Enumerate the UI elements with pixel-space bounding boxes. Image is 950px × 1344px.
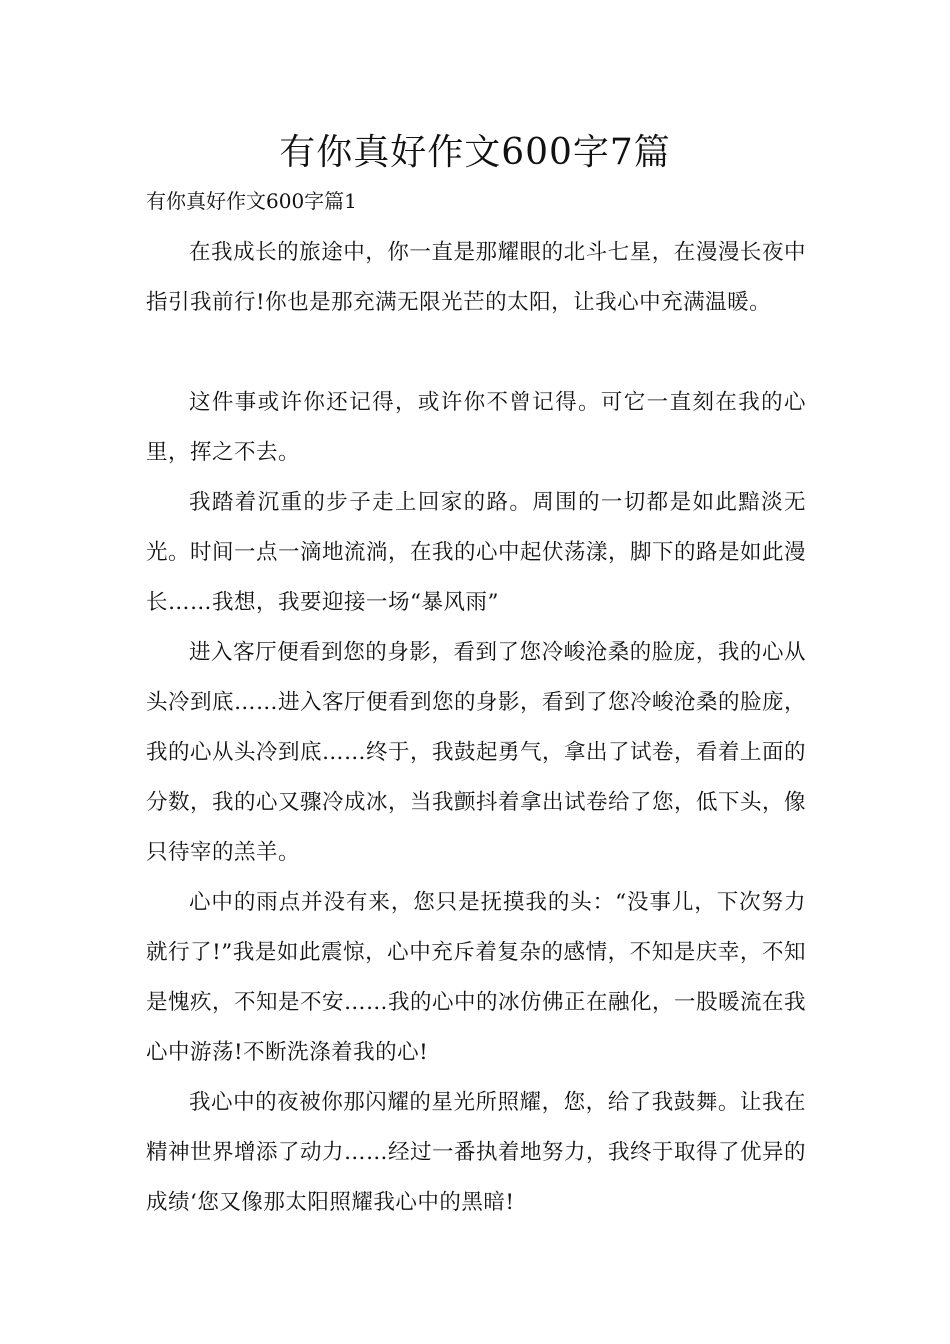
- paragraph-1: 在我成长的旅途中，你一直是那耀眼的北斗七星，在漫漫长夜中指引我前行!你也是那充满无限光芒的太阳，让我心中充满温暖。: [146, 240, 806, 315]
- paragraph-6: 我心中的夜被你那闪耀的星光所照耀，您，给了我鼓舞。让我在精神世界增添了动力……经过一番执着地努力，我终于取得了优异的成绩‘您又像那太阳照耀我心中的黑暗!: [146, 1090, 807, 1215]
- document-title: 有你真好作文600字7篇: [279, 132, 671, 173]
- paragraph-2: 这件事或许你还记得，或许你不曾记得。可它一直刻在我的心里，挥之不去。: [146, 390, 806, 465]
- section-heading: 有你真好作文600字篇1: [146, 189, 357, 213]
- paragraph-3: 我踏着沉重的步子走上回家的路。周围的一切都是如此黯淡无光。时间一点一滴地流淌，在我的心中起伏荡漾，脚下的路是如此漫长……我想，我要迎接一场“暴风雨”: [146, 490, 807, 615]
- paragraph-5: 心中的雨点并没有来，您只是抚摸我的头：“没事儿，下次努力就行了!”我是如此震惊，心中充斥着复杂的感情，不知是庆幸，不知是愧疚，不知是不安……我的心中的冰仿佛正在融化，一股暖流在我心中游荡!不断洗涤着我的心!: [146, 890, 807, 1065]
- paragraph-4: 进入客厅便看到您的身影，看到了您冷峻沧桑的脸庞，我的心从头冷到底……进入客厅便看到您的身影，看到了您冷峻沧桑的脸庞，我的心从头冷到底……终于，我鼓起勇气，拿出了试卷，看着上面的分数，我的心又骤冷成冰，当我颤抖着拿出试卷给了您，低下头，像只待宰的羔羊。: [146, 640, 807, 865]
- article-body: [146, 228, 806, 1228]
